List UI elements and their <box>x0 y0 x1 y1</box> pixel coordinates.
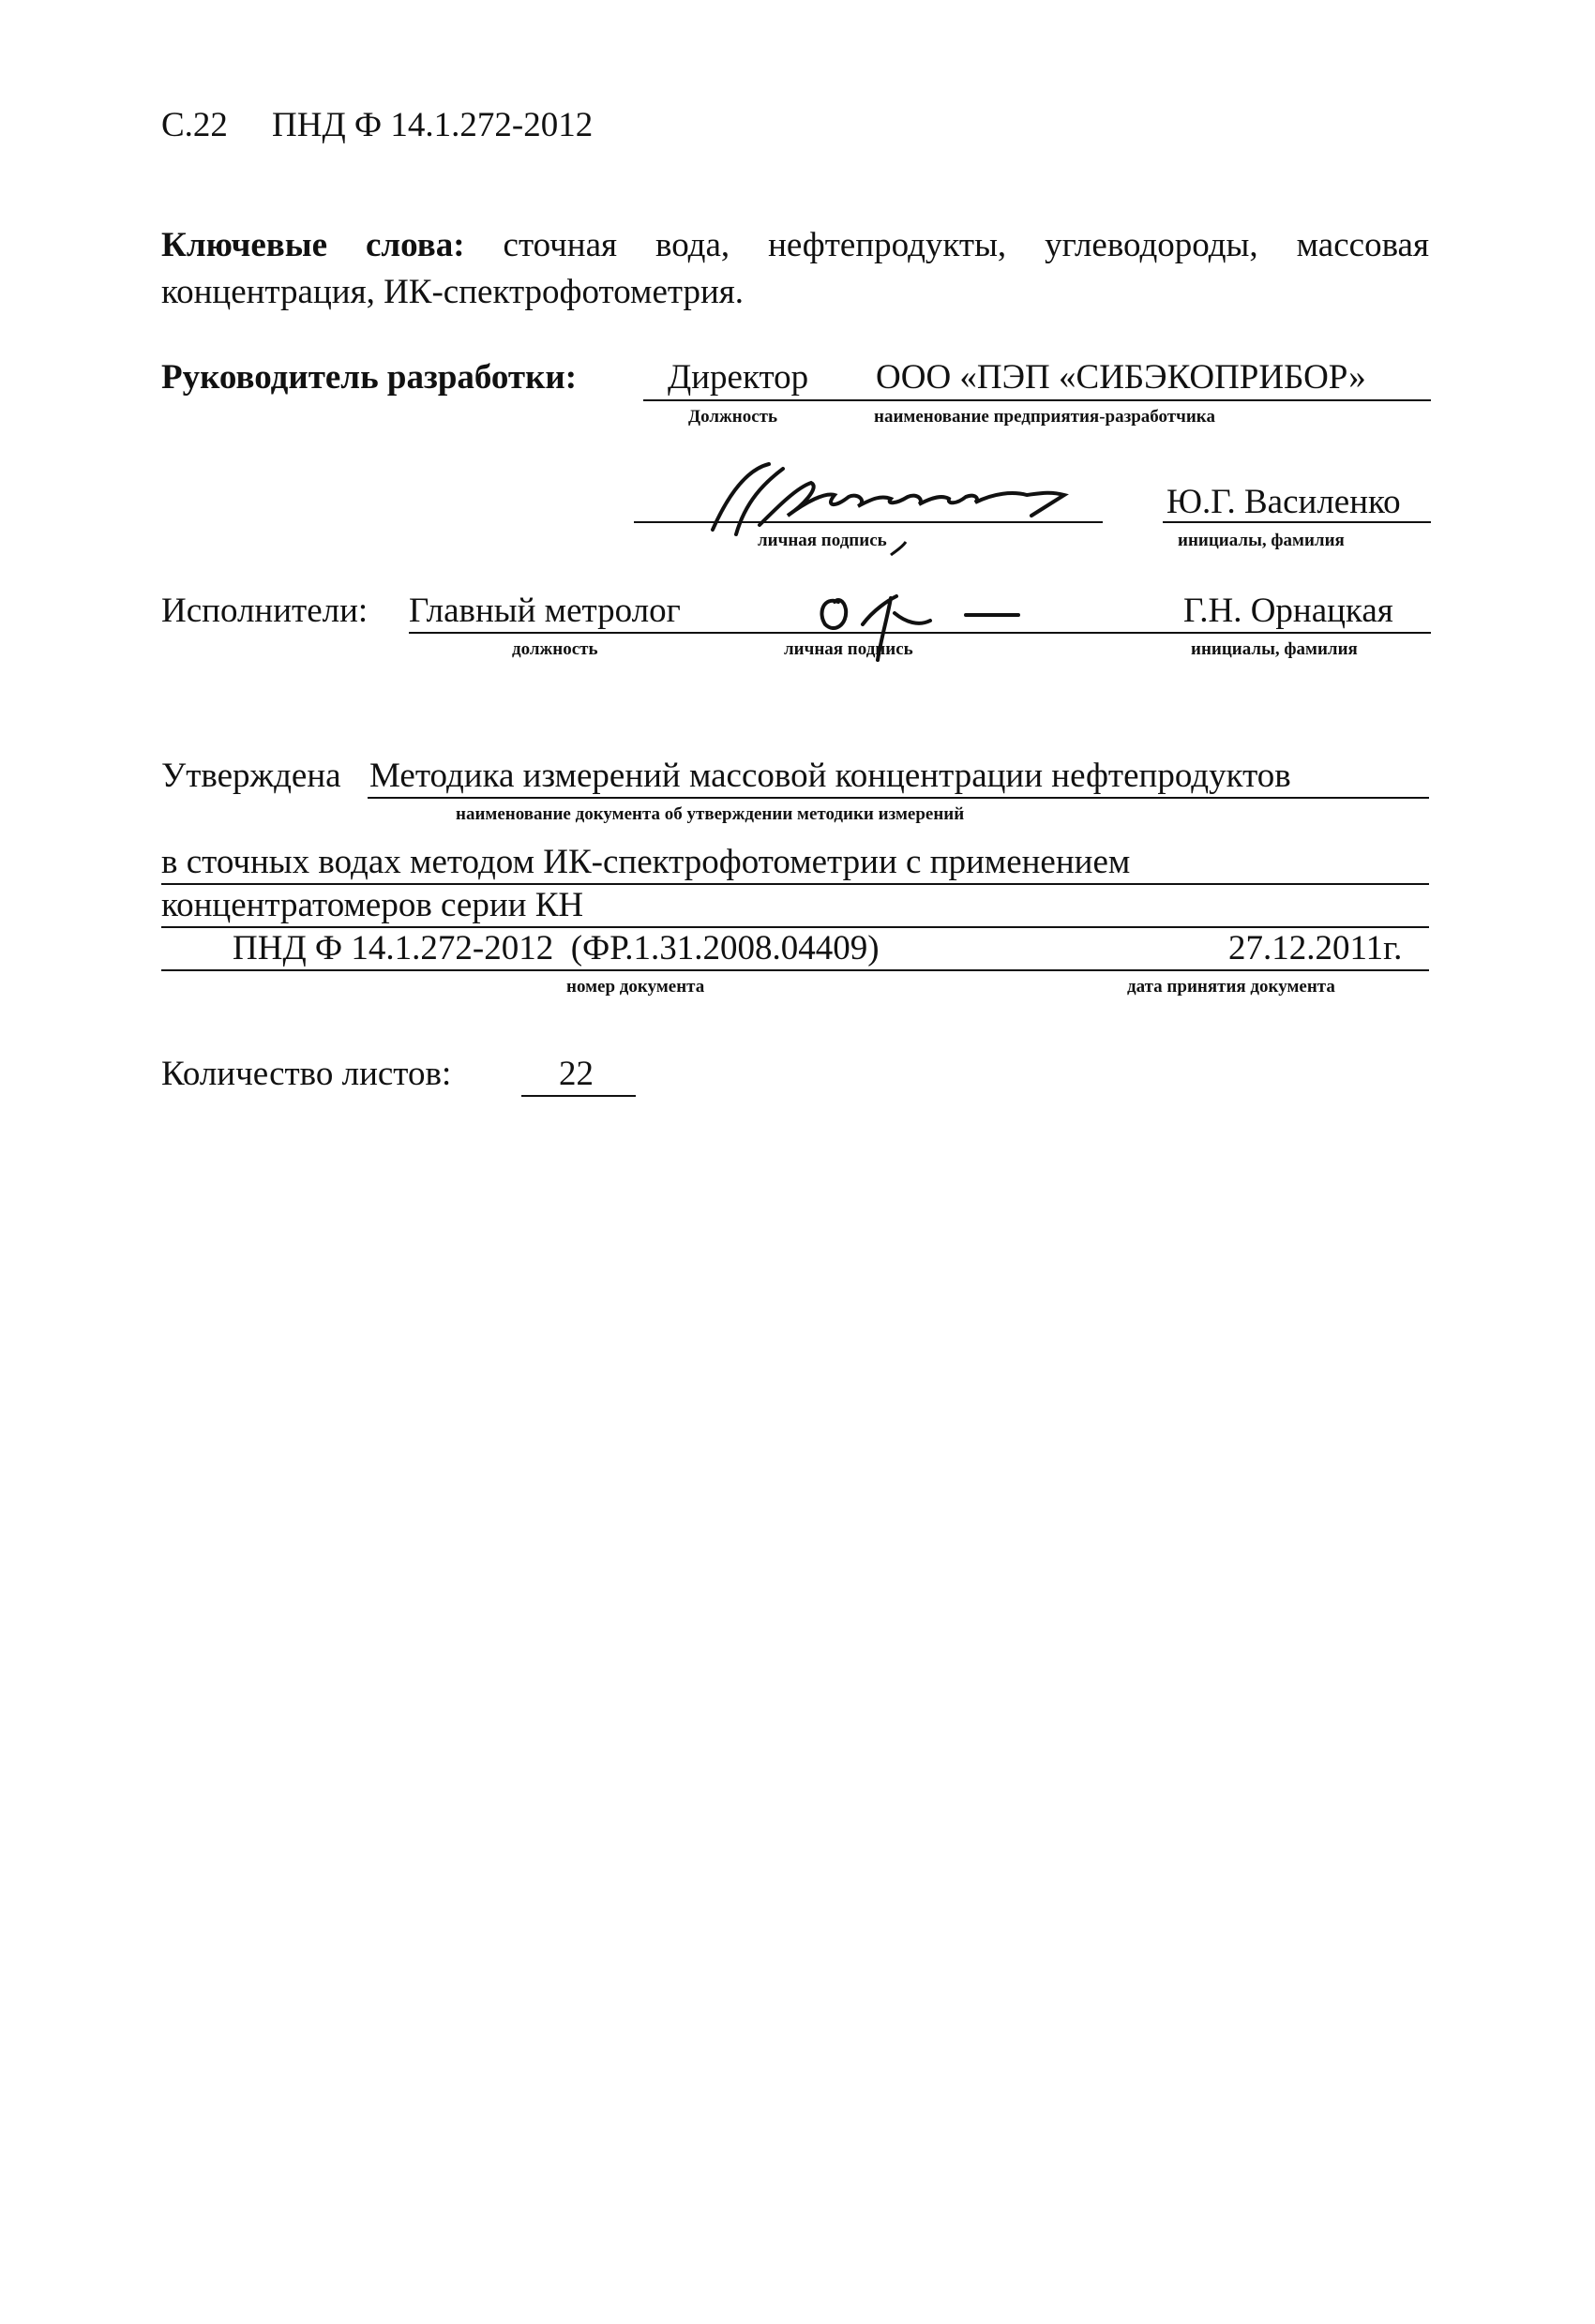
lead-caption-signature: личная подпись <box>758 531 887 550</box>
executors-caption-position: должность <box>512 639 598 659</box>
executors-label: Исполнители: <box>161 592 369 630</box>
lead-organization: ООО «ПЭП «СИБЭКОПРИБОР» <box>876 358 1366 397</box>
lead-position: Директор <box>668 358 809 397</box>
approved-title-line-2: в сточных водах методом ИК-спектрофотометрии с применением <box>161 843 1131 881</box>
approved-title-line-3: концентратомеров серии КН <box>161 886 584 924</box>
lead-caption-organization: наименование предприятия-разработчика <box>874 407 1215 427</box>
sheets-label: Количество листов: <box>161 1055 452 1093</box>
lead-caption-position: Должность <box>688 407 778 427</box>
keywords-line-1 <box>161 225 1429 266</box>
approved-caption-number: номер документа <box>566 977 705 997</box>
approved-line-1 <box>368 797 1429 799</box>
lead-label: Руководитель разработки: <box>161 358 578 397</box>
lead-line <box>643 399 1431 401</box>
executors-position: Главный метролог <box>409 592 681 630</box>
lead-caption-name: инициалы, фамилия <box>1178 531 1345 550</box>
keywords-text-2: концентрация, ИК-спектрофотометрия. <box>161 273 745 311</box>
executors-caption-signature: личная подпись <box>784 639 913 659</box>
keywords-label: Ключевые слова: <box>161 226 465 264</box>
sheets-value: 22 <box>559 1055 594 1093</box>
approved-doc-date: 27.12.2011г. <box>1228 929 1403 967</box>
executors-caption-name: инициалы, фамилия <box>1191 639 1358 659</box>
approved-line-4 <box>161 969 1429 971</box>
document-code: ПНД Ф 14.1.272-2012 <box>272 106 594 144</box>
approved-label: Утверждена <box>161 757 341 795</box>
lead-name: Ю.Г. Василенко <box>1166 483 1401 521</box>
approved-caption-date: дата принятия документа <box>1127 977 1335 997</box>
approved-doc-number: ПНД Ф 14.1.272-2012 (ФР.1.31.2008.04409) <box>233 929 880 967</box>
page-number: С.22 <box>161 106 228 144</box>
approved-caption-title: наименование документа об утверждении методики измерений <box>456 804 965 824</box>
sheets-line <box>521 1095 636 1097</box>
approved-title-line-1: Методика измерений массовой концентрации нефтепродуктов <box>369 757 1291 795</box>
keywords-text-1: сточная вода, нефтепродукты, углеводороды, массовая <box>503 226 1429 264</box>
executors-name: Г.Н. Орнацкая <box>1183 592 1393 630</box>
